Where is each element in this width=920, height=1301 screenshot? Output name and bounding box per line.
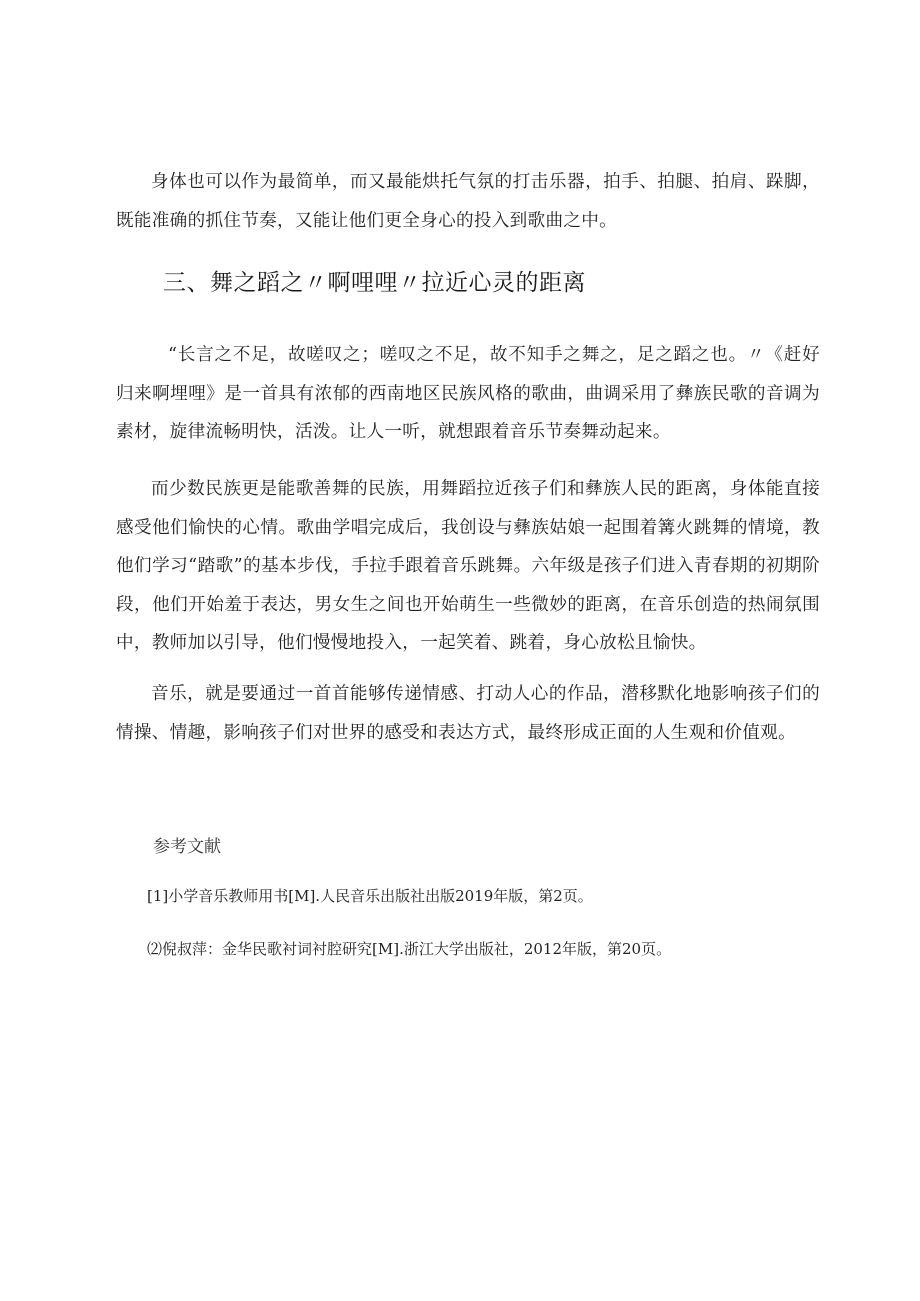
section-heading: 三、舞之蹈之〃啊哩哩〃拉近心灵的距离 — [163, 270, 586, 296]
body-paragraph: 身体也可以作为最简单，而又最能烘托气氛的打击乐器，拍手、拍腿、拍肩、跺脚，既能准确的抓住节奏，又能让他们更全身心的投入到歌曲之中。 — [116, 172, 820, 231]
body-paragraph: “长言之不足，故嗟叹之；嗟叹之不足，故不知手之舞之，足之蹈之也。〃《赶好归来啊埋哩》是一首具有浓郁的西南地区民族风格的歌曲，曲调采用了彝族民歌的音调为素材，旋律流畅明快，活泼。让人一听，就想跟着音乐节奏舞动起来。 — [116, 345, 820, 442]
reference-item: [1]小学音乐教师用书[M].人民音乐出版社出版2019年版，第2页。 — [147, 887, 593, 905]
body-paragraph: 音乐，就是要通过一首首能够传递情感、打动人心的作品，潜移默化地影响孩子们的情操、情趣，影响孩子们对世界的感受和表达方式，最终形成正面的人生观和价值观。 — [116, 684, 820, 743]
references-title: 参考文献 — [153, 837, 221, 857]
body-paragraph: 而少数民族更是能歌善舞的民族，用舞蹈拉近孩子们和彝族人民的距离，身体能直接感受他们愉快的心情。歌曲学唱完成后，我创设与彝族姑娘一起围着篝火跳舞的情境，教他们学习“踏歌”的基本步伐，手拉手跟着音乐跳舞。六年级是孩子们进入青春期的初期阶段，他们开始羞于表达，男女生之间也开始萌生一些微妙的距离，在音乐创造的热闹氛围中，教师加以引导，他们慢慢地投入，一起笑着、跳着，身心放松且愉快。 — [116, 479, 820, 653]
reference-item: ⑵倪叔萍：金华民歌衬词衬腔研究[M].浙江大学出版社，2012年版，第20页。 — [147, 940, 672, 958]
